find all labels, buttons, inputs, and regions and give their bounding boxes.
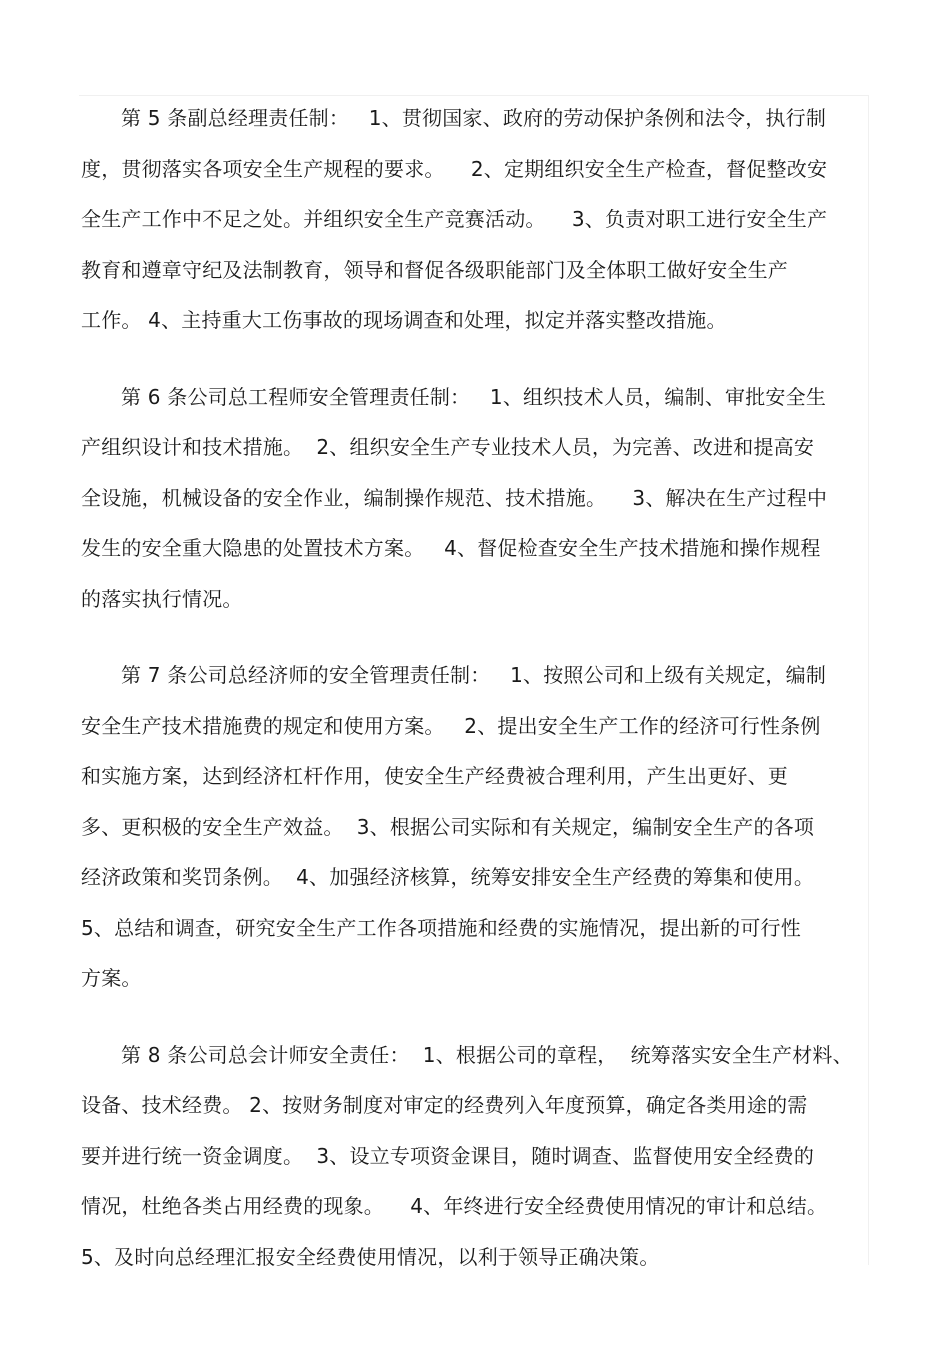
text-line: 产组织设计和技术措施。 2、组织安全生产专业技术人员，为完善、改进和提高安 [81, 435, 815, 459]
text-line: 第 7 条公司总经济师的安全管理责任制： 1、按照公司和上级有关规定，编制 [121, 663, 827, 687]
text-line: 方案。 [81, 966, 142, 990]
article-6 [81, 376, 861, 629]
document-body [81, 97, 861, 1312]
text-line: 要并进行统一资金调度。 3、设立专项资金课目，随时调查、监督使用安全经费的 [81, 1143, 815, 1168]
text-line: 5、及时向总经理汇报安全经费使用情况，以利于领导正确决策。 [81, 1244, 660, 1269]
text-line: 教育和遵章守纪及法制教育，领导和督促各级职能部门及全体职工做好安全生产 [81, 257, 788, 282]
text-line: 第 5 条副总经理责任制： 1、贯彻国家、政府的劳动保护条例和法令，执行制 [121, 106, 827, 130]
article-5 [81, 97, 861, 350]
text-line: 经济政策和奖罚条例。 4、加强经济核算，统筹安排安全生产经费的筹集和使用。 [81, 865, 815, 889]
text-line: 第 8 条公司总会计师安全责任： 1、根据公司的章程， 统筹落实安全生产材料、 [121, 1042, 853, 1067]
text-line: 设备、技术经费。 2、按财务制度对审定的经费列入年度预算，确定各类用途的需 [81, 1093, 808, 1117]
text-line: 工作。 4、主持重大工伤事故的现场调查和处理，拟定并落实整改措施。 [81, 308, 727, 332]
text-line: 全生产工作中不足之处。并组织安全生产竞赛活动。 3、负责对职工进行安全生产 [81, 207, 828, 231]
text-line: 5、总结和调查，研究安全生产工作各项措施和经费的实施情况，提出新的可行性 [81, 915, 801, 940]
text-line: 全设施，机械设备的安全作业，编制操作规范、技术措施。 3、解决在生产过程中 [81, 485, 828, 510]
text-line: 安全生产技术措施费的规定和使用方案。 2、提出安全生产工作的经济可行性条例 [81, 713, 821, 738]
text-line: 的落实执行情况。 [81, 586, 243, 611]
text-line: 和实施方案，达到经济杠杆作用，使安全生产经费被合理利用，产生出更好、更 [81, 764, 788, 788]
article-7 [81, 654, 861, 1008]
article-8 [81, 1034, 861, 1287]
text-line: 第 6 条公司总工程师安全管理责任制： 1、组织技术人员，编制、审批安全生 [121, 384, 827, 409]
text-line: 多、更积极的安全生产效益。 3、根据公司实际和有关规定，编制安全生产的各项 [81, 814, 815, 839]
text-line: 情况，杜绝各类占用经费的现象。 4、年终进行安全经费使用情况的审计和总结。 [81, 1194, 828, 1218]
text-line: 度，贯彻落实各项安全生产规程的要求。 2、定期组织安全生产检查，督促整改安 [81, 156, 828, 181]
text-line: 发生的安全重大隐患的处置技术方案。 4、督促检查安全生产技术措施和操作规程 [81, 536, 821, 560]
